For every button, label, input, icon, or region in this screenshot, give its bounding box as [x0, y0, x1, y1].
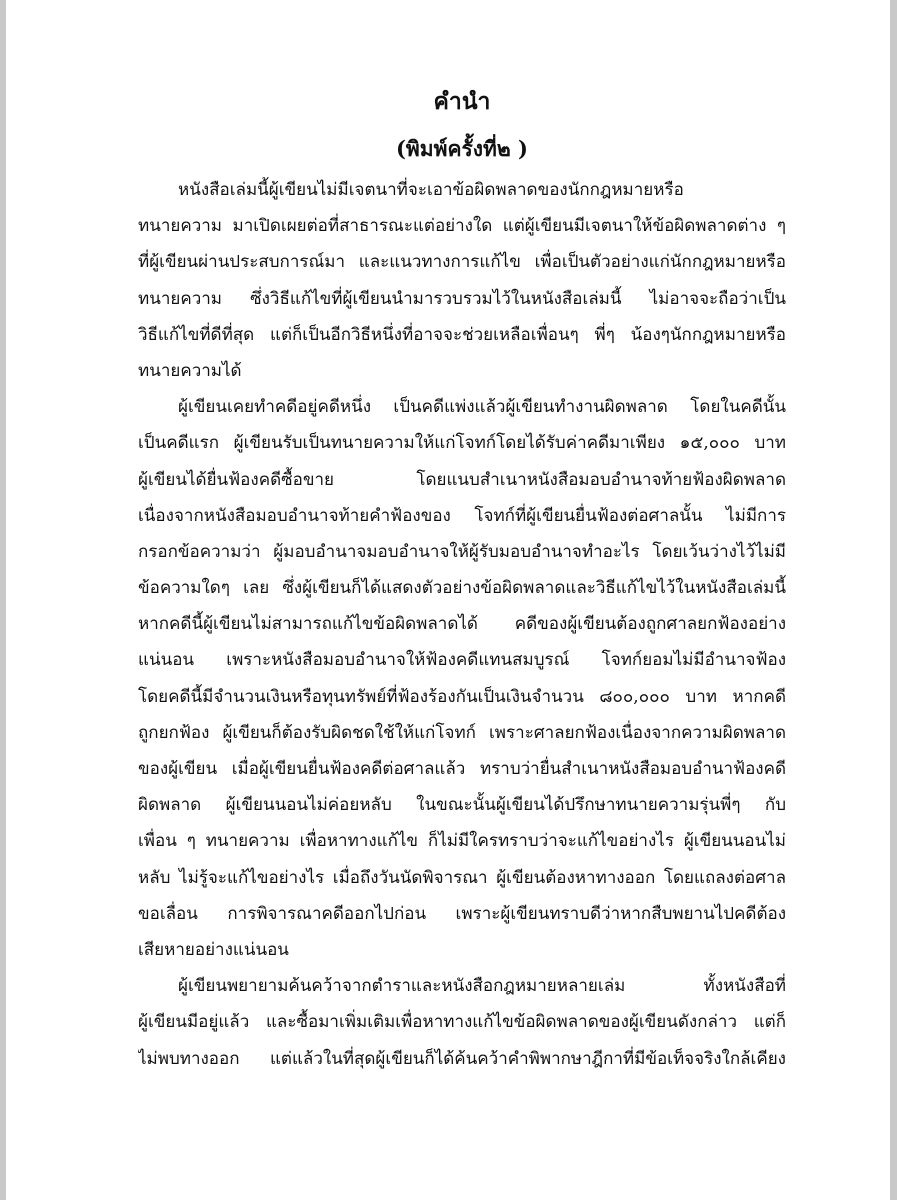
paragraph-line: ผู้เขียนเคยทำคดีอยู่คดีหนึ่ง เป็นคดีแพ่งแล้วผู้เขียนทำงานผิดพลาด โดยในคดีนั้น: [178, 397, 786, 418]
paragraph-line: ขอเลื่อน การพิจารณาคดีออกไปก่อน เพราะผู้เขียนทราบดีว่าหากสืบพยานไปคดีต้อง: [138, 903, 786, 924]
paragraph: [138, 389, 786, 968]
paragraph-line: หลับ ไม่รู้จะแก้ไขอย่างไร เมื่อถึงวันนัดพิจารณา ผู้เขียนต้องหาทางออก โดยแถลงต่อศาล: [138, 867, 786, 888]
paragraph-line: กรอกข้อความว่า ผู้มอบอำนาจมอบอำนาจให้ผู้รับมอบอำนาจทำอะไร โดยเว้นว่างไว้ไม่มี: [138, 541, 786, 562]
paragraph-line: ของผู้เขียน เมื่อผู้เขียนยื่นฟ้องคดีต่อศาลแล้ว ทราบว่ายื่นสำเนาหนังสือมอบอำนาฟ้องคดี: [138, 759, 786, 779]
paragraph-line: เป็นคดีแรก ผู้เขียนรับเป็นทนายความให้แก่โจทก์โดยได้รับค่าคดีมาเพียง ๑๕,๐๐๐ บาท: [138, 433, 786, 454]
paragraph-line: เนื่องจากหนังสือมอบอำนาจท้ายคำฟ้องของ โจทก์ที่ผู้เขียนยื่นฟ้องต่อศาลนั้น ไม่มีการ: [138, 505, 786, 526]
paragraph-line: ที่ผู้เขียนผ่านประสบการณ์มา และแนวทางการแก้ไข เพื่อเป็นตัวอย่างแก่นักกฎหมายหรือ: [138, 252, 786, 273]
paragraph-line: เพื่อน ๆ ทนายความ เพื่อหาทางแก้ไข ก็ไม่มีใครทราบว่าจะแก้ไขอย่างไร ผู้เขียนนอนไม่: [138, 831, 786, 852]
page-subtitle: (พิมพ์ครั้งที่๒ ): [396, 136, 528, 161]
right-frame-border: [890, 0, 897, 1200]
paragraph-line: ถูกยกฟ้อง ผู้เขียนก็ต้องรับผิดชดใช้ให้แก่โจทก์ เพราะศาลยกฟ้องเนื่องจากความผิดพลาด: [138, 722, 786, 743]
paragraph-line: แน่นอน เพราะหนังสือมอบอำนาจให้ฟ้องคดีแทนสมบูรณ์ โจทก์ยอมไม่มีอำนาจฟ้อง: [138, 650, 786, 671]
paragraph-line: เสียหายอย่างแน่นอน: [138, 939, 289, 960]
paragraph-line: ผู้เขียนมีอยู่แล้ว และซื้อมาเพิ่มเติมเพื่อหาทางแก้ไขข้อผิดพลาดของผู้เขียนดังกล่าว แต่ก็: [138, 1012, 786, 1033]
paragraph-line: หนังสือเล่มนี้ผู้เขียนไม่มีเจตนาที่จะเอาข้อผิดพลาดของนักกฎหมายหรือ: [178, 180, 684, 200]
document-page: [6, 0, 890, 1200]
document-body: [138, 172, 786, 1077]
page-title: คำนำ: [433, 88, 491, 115]
paragraph-line: ข้อความใดๆ เลย ซึ่งผู้เขียนก็ได้แสดงตัวอย่างข้อผิดพลาดและวิธีแก้ไขไว้ในหนังสือเล่มนี้: [138, 578, 786, 599]
paragraph-line: หากคดีนี้ผู้เขียนไม่สามารถแก้ไขข้อผิดพลาดได้ คดีของผู้เขียนต้องถูกศาลยกฟ้องอย่าง: [138, 614, 786, 635]
paragraph-line: ผิดพลาด ผู้เขียนนอนไม่ค่อยหลับ ในขณะนั้นผู้เขียนได้ปรึกษาทนายความรุ่นพี่ๆ กับ: [138, 795, 786, 816]
paragraph-line: โดยคดีนี้มีจำนวนเงินหรือทุนทรัพย์ที่ฟ้องร้องกันเป็นเงินจำนวน ๘๐๐,๐๐๐ บาท หากคดี: [138, 686, 786, 707]
paragraph-line: ผู้เขียนพยายามค้นคว้าจากตำราและหนังสือกฎหมายหลายเล่ม ทั้งหนังสือที่: [178, 976, 786, 997]
paragraph-line: ทนายความ มาเปิดเผยต่อที่สาธารณะแต่อย่างใด แต่ผู้เขียนมีเจตนาให้ข้อผิดพลาดต่าง ๆ: [138, 216, 786, 237]
paragraph-line: ไม่พบทางออก แต่แล้วในที่สุดผู้เขียนก็ได้ค้นคว้าคำพิพากษาฎีกาที่มีข้อเท็จจริงใกล้เคียง: [138, 1048, 786, 1069]
paragraph-line: วิธีแก้ไขที่ดีที่สุด แต่ก็เป็นอีกวิธีหนึ่งที่อาจจะช่วยเหลือเพื่อนๆ พี่ๆ น้องๆนักกฎหมายหรือ: [138, 324, 786, 345]
paragraph: [138, 172, 786, 389]
paragraph-line: ทนายความ ซึ่งวิธีแก้ไขที่ผู้เขียนนำมารวบรวมไว้ในหนังสือเล่มนี้ ไม่อาจจะถือว่าเป็น: [138, 288, 786, 309]
paragraph-line: ทนายความได้: [138, 360, 242, 381]
paragraph: [138, 968, 786, 1077]
paragraph-line: ผู้เขียนได้ยื่นฟ้องคดีซื้อขาย โดยแนบสำเนาหนังสือมอบอำนาจท้ายฟ้องผิดพลาด: [138, 469, 786, 490]
